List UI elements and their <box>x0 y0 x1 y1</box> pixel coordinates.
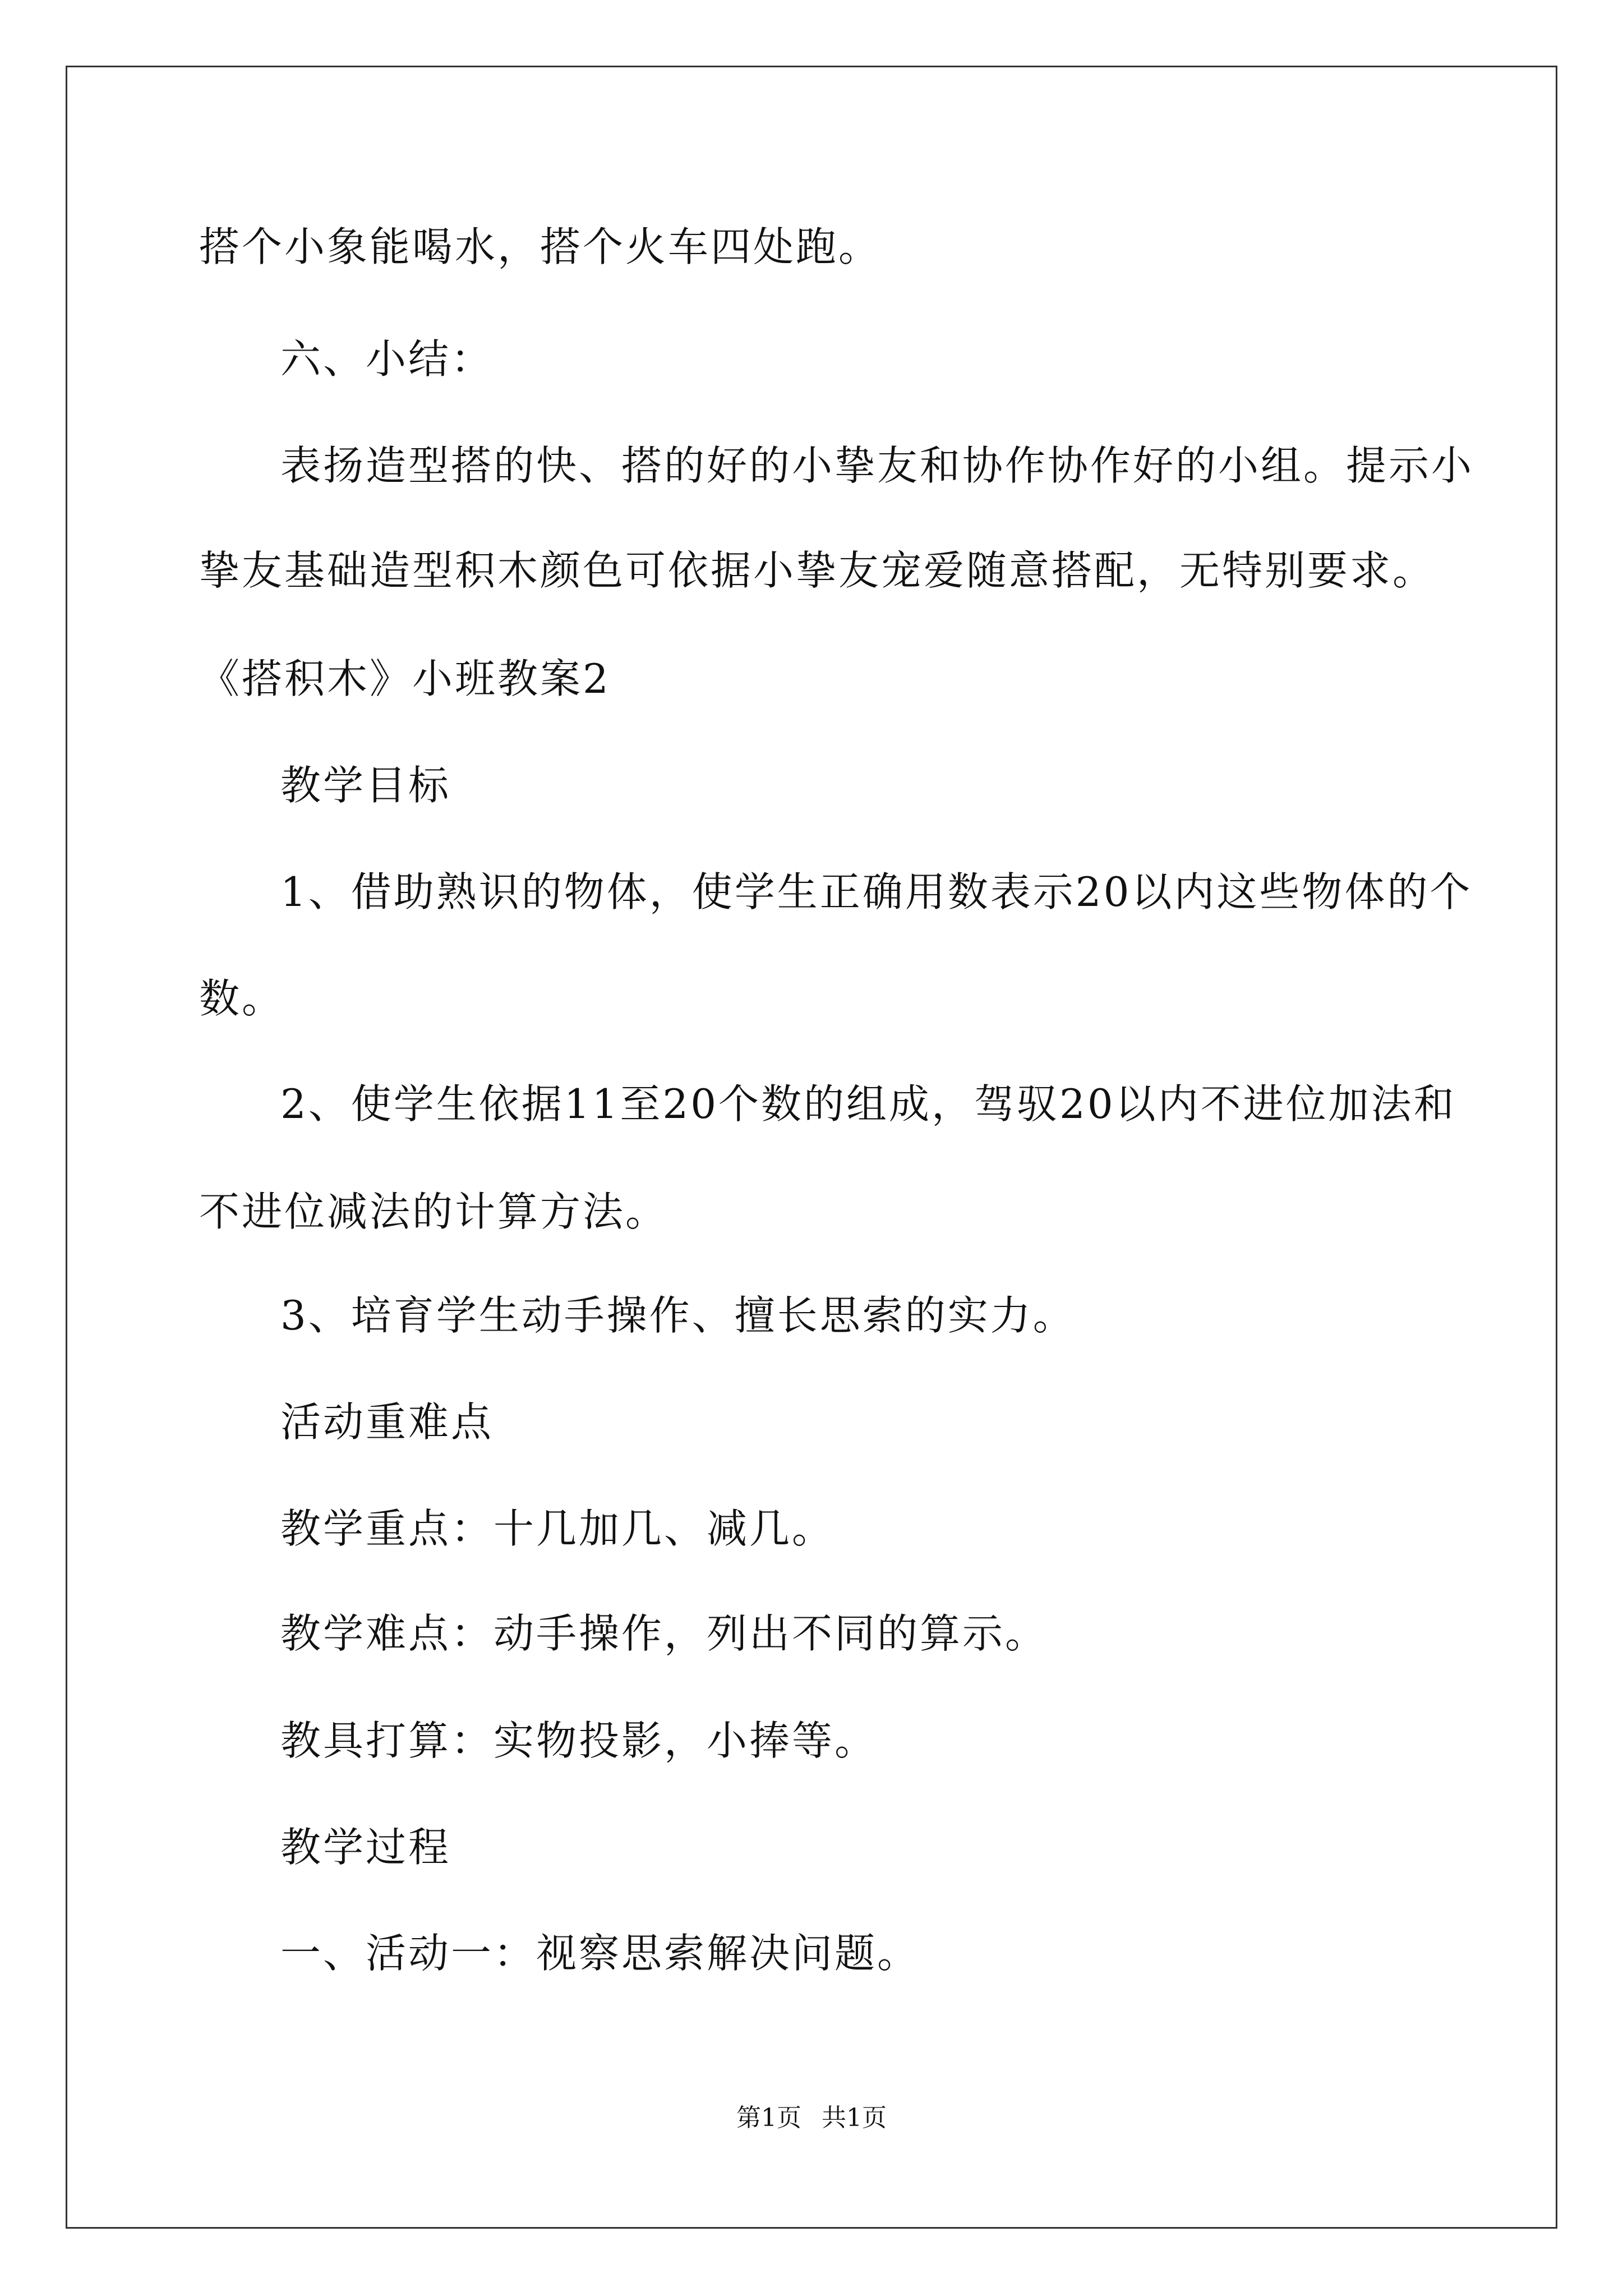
paragraph-line: 搭个小象能喝水，搭个火车四处跑。 <box>199 223 882 270</box>
paragraph-line: 2、使学生依据11至20个数的组成，驾驭20以内不进位加法和 <box>280 1080 1456 1128</box>
paragraph-line: 一、活动一：视察思索解决问题。 <box>280 1930 920 1977</box>
paragraph-line: 3、培育学生动手操作、擅长思索的实力。 <box>280 1292 1076 1339</box>
page-total: 共1页 <box>822 2104 887 2132</box>
paragraph-line: 1、借助熟识的物体，使学生正确用数表示20以内这些物体的个 <box>280 868 1473 915</box>
paragraph-line: 教具打算：实物投影，小捧等。 <box>280 1717 878 1764</box>
paragraph-line: 教学难点：动手操作，列出不同的算示。 <box>280 1610 1048 1657</box>
paragraph-line: 不进位减法的计算方法。 <box>199 1188 668 1235</box>
page-footer <box>0 2101 1623 2135</box>
section-heading: 活动重难点 <box>280 1398 494 1446</box>
page-number: 第1页 <box>736 2104 801 2132</box>
section-heading: 六、小结： <box>280 335 494 383</box>
paragraph-line: 数。 <box>199 975 285 1022</box>
section-heading: 教学过程 <box>280 1824 451 1871</box>
paragraph-line: 挚友基础造型积木颜色可依据小挚友宠爱随意搭配，无特别要求。 <box>199 547 1436 594</box>
paragraph-line: 表扬造型搭的快、搭的好的小挚友和协作协作好的小组。提示小 <box>280 442 1474 489</box>
page-border <box>66 66 1557 2229</box>
section-heading: 教学目标 <box>280 762 451 809</box>
paragraph-line: 教学重点：十几加几、减几。 <box>280 1505 835 1552</box>
document-title: 《搭积木》小班教案2 <box>199 655 611 702</box>
